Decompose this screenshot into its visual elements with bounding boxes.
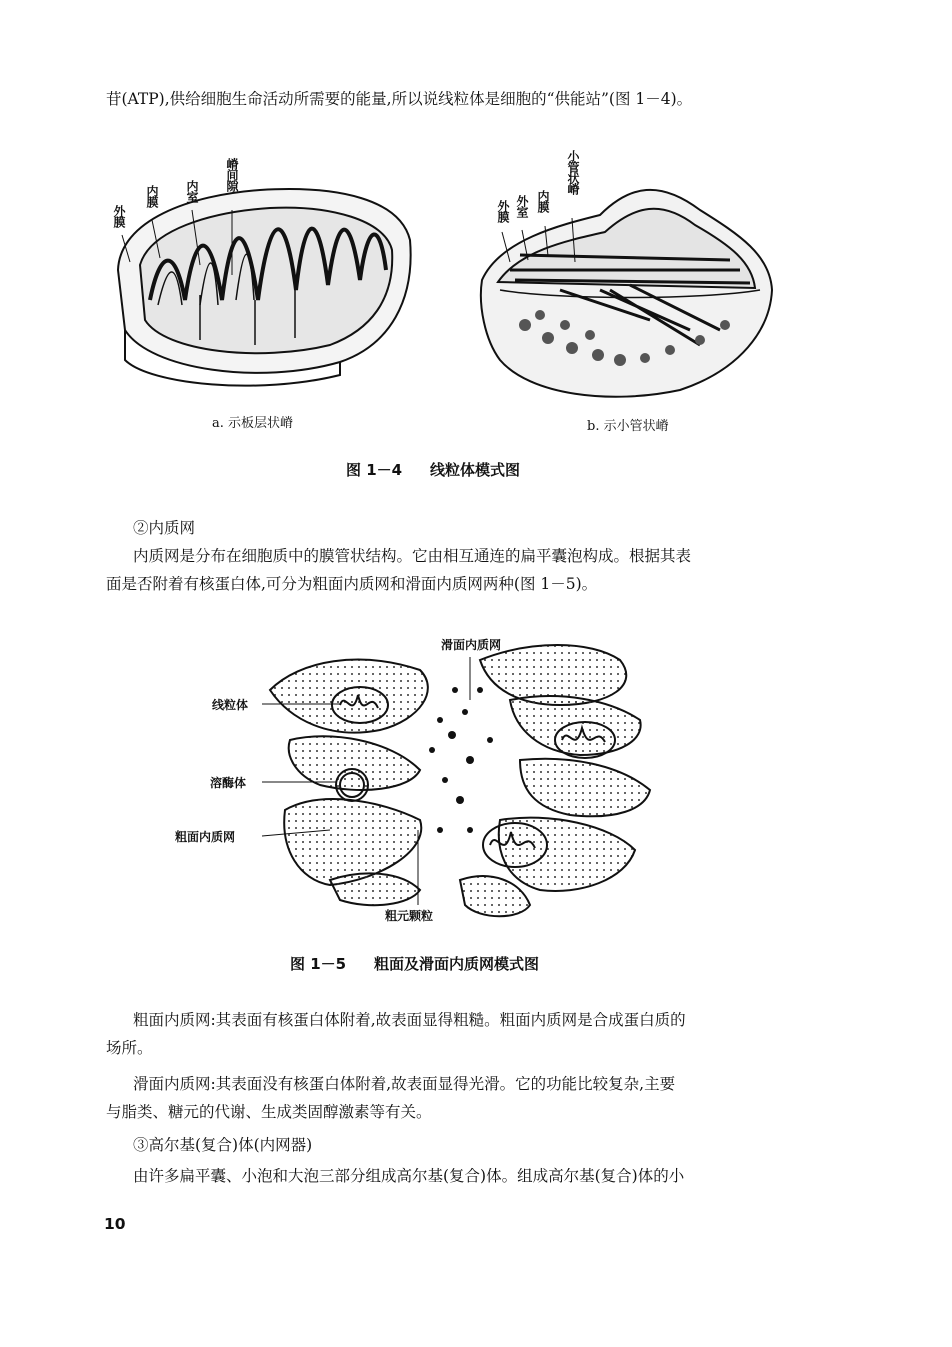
er-heading: ②内质网: [133, 519, 196, 537]
label-lysosome: 溶酶体: [210, 776, 247, 790]
label-inner-membrane-a: 内膜: [145, 185, 159, 207]
subcaption-a: a. 示板层状嵴: [212, 416, 294, 431]
label-intercristal-space: 嵴间隙: [225, 158, 239, 191]
label-tubular-cristae: 小管状嵴: [566, 150, 580, 194]
text-line-atp: 苷(ATP),供给细胞生命活动所需要的能量,所以说线粒体是细胞的“供能站”(图 1－4)。: [106, 90, 693, 108]
label-inner-chamber-a: 内室: [185, 180, 199, 202]
golgi-heading: ③高尔基(复合)体(内网器): [133, 1136, 313, 1154]
label-outer-chamber-b: 外室: [515, 195, 529, 217]
page-number: 10: [104, 1215, 126, 1233]
label-ribosome: 粗元颗粒: [385, 909, 434, 923]
figure-1-5-caption-title: 粗面及滑面内质网模式图: [374, 955, 540, 973]
figure-1-4-caption-number: 图 1－4: [346, 461, 403, 479]
label-outer-membrane-b: 外膜: [496, 200, 510, 222]
label-rough-er: 粗面内质网: [175, 830, 236, 844]
er-para-line-1: 内质网是分布在细胞质中的膜管状结构。它由相互通连的扁平囊泡构成。根据其表: [133, 547, 692, 565]
smooth-er-line-1: 滑面内质网:其表面没有核蛋白体附着,故表面显得光滑。它的功能比较复杂,主要: [133, 1075, 676, 1093]
golgi-line-1: 由许多扁平囊、小泡和大泡三部分组成高尔基(复合)体。组成高尔基(复合)体的小: [133, 1167, 685, 1185]
rough-er-line-2: 场所。: [106, 1039, 153, 1057]
label-smooth-er: 滑面内质网: [441, 638, 502, 652]
rough-er-line-1: 粗面内质网:其表面有核蛋白体附着,故表面显得粗糙。粗面内质网是合成蛋白质的: [133, 1011, 686, 1029]
smooth-er-line-2: 与脂类、糖元的代谢、生成类固醇激素等有关。: [106, 1103, 432, 1121]
subcaption-b: b. 示小管状嵴: [587, 419, 669, 434]
label-outer-membrane-a: 外膜: [112, 205, 126, 227]
er-para-line-2: 面是否附着有核蛋白体,可分为粗面内质网和滑面内质网两种(图 1－5)。: [106, 575, 598, 593]
figure-1-5-caption-number: 图 1－5: [290, 955, 347, 973]
label-inner-membrane-b: 内膜: [536, 190, 550, 212]
label-mitochondria: 线粒体: [212, 698, 249, 712]
figure-1-4-caption-title: 线粒体模式图: [430, 461, 521, 479]
